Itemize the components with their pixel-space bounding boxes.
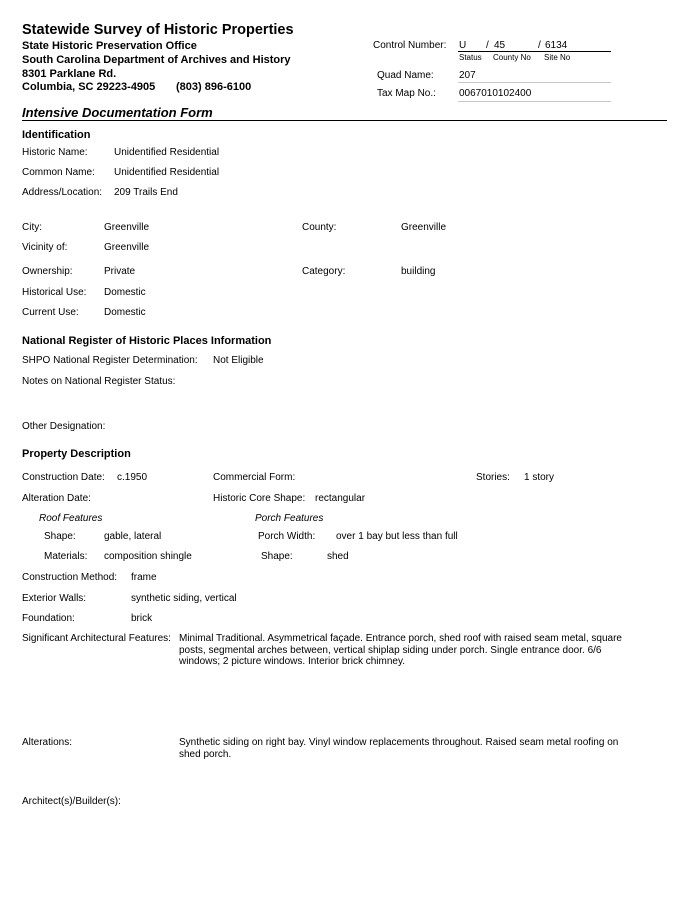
roof-shape-value: gable, lateral	[104, 531, 162, 542]
roof-shape-label: Shape:	[44, 531, 76, 542]
control-number-underline	[458, 51, 611, 52]
county-no-caption: County No	[493, 53, 531, 62]
other-designation-label: Other Designation:	[22, 421, 106, 432]
construction-date-value: c.1950	[117, 472, 148, 483]
porch-shape-value: shed	[327, 551, 349, 562]
foundation-value: brick	[131, 613, 153, 624]
address-label: Address/Location:	[22, 187, 103, 198]
control-separator-2: /	[538, 40, 541, 51]
vicinity-label: Vicinity of:	[22, 242, 68, 253]
architect-builder-label: Architect(s)/Builder(s):	[22, 796, 121, 807]
foundation-label: Foundation:	[22, 613, 75, 624]
office-name: State Historic Preservation Office	[22, 40, 197, 52]
stories-label: Stories:	[476, 472, 510, 483]
form-title: Intensive Documentation Form	[22, 105, 213, 120]
city-label: City:	[22, 222, 42, 233]
historical-use-label: Historical Use:	[22, 287, 87, 298]
county-label: County:	[302, 222, 337, 233]
current-use-label: Current Use:	[22, 307, 79, 318]
porch-width-label: Porch Width:	[258, 531, 316, 542]
site-no-caption: Site No	[544, 53, 571, 62]
alteration-date-label: Alteration Date:	[22, 493, 91, 504]
category-label: Category:	[302, 266, 346, 277]
historic-name-value: Unidentified Residential	[114, 147, 220, 158]
nrhp-heading: National Register of Historic Places Information	[22, 335, 272, 347]
exterior-walls-label: Exterior Walls:	[22, 593, 87, 604]
roof-materials-value: composition shingle	[104, 551, 192, 562]
phone-number: (803) 896-6100	[176, 81, 252, 93]
property-description-heading: Property Description	[22, 448, 131, 460]
form-title-rule	[22, 120, 667, 121]
porch-features-heading: Porch Features	[255, 513, 324, 524]
core-shape-value: rectangular	[315, 493, 366, 504]
identification-heading: Identification	[22, 129, 91, 141]
tax-map-label: Tax Map No.:	[377, 88, 436, 99]
control-separator-1: /	[486, 40, 489, 51]
tax-map-rule	[458, 101, 611, 102]
core-shape-label: Historic Core Shape:	[213, 493, 306, 504]
construction-method-value: frame	[131, 572, 157, 583]
historical-use-value: Domestic	[104, 287, 146, 298]
common-name-label: Common Name:	[22, 167, 95, 178]
historic-name-label: Historic Name:	[22, 147, 88, 158]
city-zip: Columbia, SC 29223-4905	[22, 81, 156, 93]
quad-name-rule	[458, 82, 611, 83]
nr-determination-label: SHPO National Register Determination:	[22, 355, 198, 366]
county-value: Greenville	[401, 222, 447, 233]
quad-name-label: Quad Name:	[377, 70, 434, 81]
exterior-walls-value: synthetic siding, vertical	[131, 593, 237, 604]
alterations-label: Alterations:	[22, 737, 73, 748]
quad-name-value: 207	[459, 70, 476, 81]
roof-materials-label: Materials:	[44, 551, 88, 562]
nr-determination-value: Not Eligible	[213, 355, 264, 366]
common-name-value: Unidentified Residential	[114, 167, 220, 178]
street-address: 8301 Parklane Rd.	[22, 68, 117, 80]
alterations-value: Synthetic siding on right bay. Vinyl window replacements throughout. Raised seam metal roofing on shed porch.	[179, 737, 619, 760]
construction-method-label: Construction Method:	[22, 572, 118, 583]
porch-shape-label: Shape:	[261, 551, 293, 562]
control-site-value: 6134	[545, 40, 568, 51]
control-number-label: Control Number:	[373, 40, 447, 51]
roof-features-heading: Roof Features	[39, 513, 103, 524]
tax-map-value: 0067010102400	[459, 88, 532, 99]
status-caption: Status	[459, 53, 482, 62]
vicinity-value: Greenville	[104, 242, 150, 253]
department-name: South Carolina Department of Archives and History	[22, 54, 291, 66]
significant-features-value: Minimal Traditional. Asymmetrical façade. Entrance porch, shed roof with raised seam metal, square posts, segmental arches between, vertical shiplap siding under porch. Single entrance door. 6/6 windows; 2 picture windows. Interior brick chimney.	[179, 633, 622, 667]
ownership-label: Ownership:	[22, 266, 73, 277]
nr-notes-label: Notes on National Register Status:	[22, 376, 176, 387]
porch-width-value: over 1 bay but less than full	[336, 531, 458, 542]
control-status-value: U	[459, 40, 467, 51]
control-county-value: 45	[494, 40, 506, 51]
category-value: building	[401, 266, 436, 277]
city-value: Greenville	[104, 222, 150, 233]
stories-value: 1 story	[524, 472, 555, 483]
current-use-value: Domestic	[104, 307, 146, 318]
commercial-form-label: Commercial Form:	[213, 472, 296, 483]
ownership-value: Private	[104, 266, 136, 277]
significant-features-label: Significant Architectural Features:	[22, 633, 171, 644]
address-value: 209 Trails End	[114, 187, 178, 198]
construction-date-label: Construction Date:	[22, 472, 105, 483]
survey-title: Statewide Survey of Historic Properties	[22, 22, 294, 38]
